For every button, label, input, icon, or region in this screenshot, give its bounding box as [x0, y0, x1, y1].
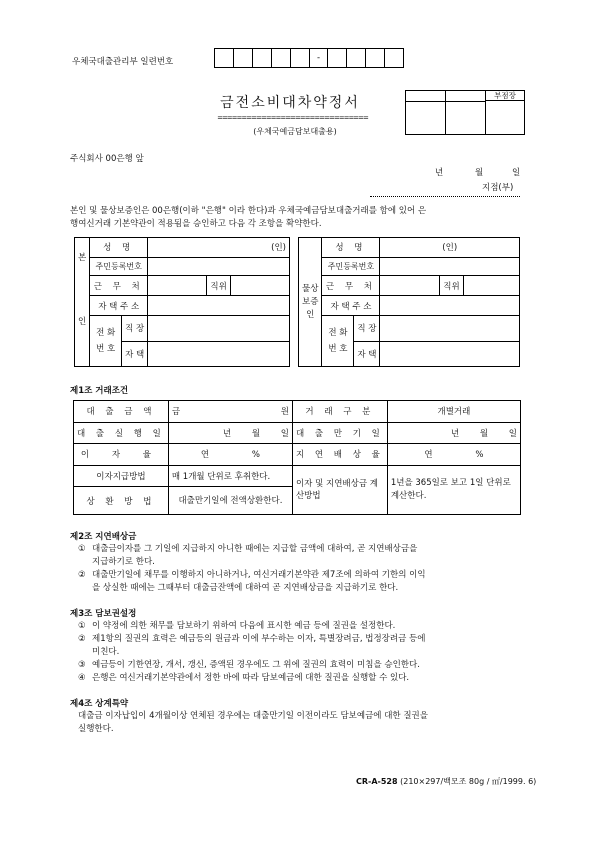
- serial-label: 우체국대출관리부 일련번호: [72, 57, 174, 67]
- art4-line: 대출금 이자납입이 4개월이상 연체된 경우에는 대출만기일 이전이라도 담보예금에 대한 질권을: [78, 711, 428, 721]
- art3-item-mark: ①: [78, 621, 86, 631]
- guarantor-phone-label-a: 전 화: [328, 328, 348, 339]
- document-title: 금전소비대차약정서: [220, 95, 360, 111]
- branch-underline: [370, 196, 520, 197]
- art3-item-mark: ③: [78, 660, 86, 670]
- pay-method-label: 이자지급방법: [74, 465, 169, 487]
- repay-method-value: 대출만기일에 전액상환한다.: [168, 487, 292, 515]
- date-year: 년: [435, 168, 444, 178]
- guarantor-reg-label: 주민등록번호: [322, 257, 380, 275]
- guarantor-home-phone[interactable]: [380, 341, 520, 366]
- principal-home-label: 자 택: [122, 341, 148, 366]
- serial-cell[interactable]: [272, 49, 291, 67]
- guarantor-name-label: 성 명: [322, 238, 380, 258]
- principal-reg-value[interactable]: [148, 257, 290, 275]
- intro-line: 행여신거래 기본약관이 적용됨을 승인하고 다음 각 조항을 확약한다.: [70, 219, 322, 229]
- principal-phone-label-b: 번 호: [96, 344, 116, 355]
- guarantor-address-label: 자 택 주 소: [322, 296, 380, 316]
- art3-title: 제3조 담보권설정: [70, 609, 137, 619]
- due-date-value[interactable]: 년 월 일: [387, 422, 520, 444]
- form-spec: (210×297/백모조 80g / ㎡/1999. 6): [400, 777, 537, 786]
- due-date-label: 대 출 만 기 일: [292, 422, 387, 444]
- principal-position-label: 직위: [207, 276, 230, 296]
- guarantor-side-label: 보증: [302, 296, 319, 307]
- principal-seal[interactable]: (인): [148, 238, 290, 258]
- late-rate-label: 지 연 배 상 율: [292, 444, 387, 466]
- serial-cell[interactable]: [366, 49, 385, 67]
- principal-office-label: 직 장: [122, 316, 148, 341]
- art2-item-mark: ②: [78, 570, 86, 580]
- principal-table: [74, 237, 290, 367]
- principal-office-phone[interactable]: [148, 316, 290, 341]
- serial-cell[interactable]: [385, 49, 403, 67]
- art2-item-line: 대출만기일에 채무를 이행하지 아니하거나, 여신거래기본약관 제7조에 의하여 기한의 이익: [92, 570, 426, 580]
- art2-item: [78, 569, 528, 595]
- art3-item-line: 예금등이 기한연장, 개서, 갱신, 증액된 경우에도 그 위에 질권의 효력이 미침을 승인한다.: [92, 660, 420, 670]
- addressee: 주식회사 00은행 앞: [70, 154, 144, 164]
- serial-number-boxes[interactable]: [214, 48, 404, 68]
- intro-line: 본인 및 물상보증인은 00은행(이하 "은행" 이라 한다)과 우체국예금담보대출거래를 함에 있어 은: [70, 206, 427, 216]
- serial-cell[interactable]: [347, 49, 366, 67]
- amount-value[interactable]: [168, 401, 292, 423]
- branch-label: 지점(부): [482, 183, 514, 193]
- guarantor-office-label: 직 장: [354, 316, 380, 341]
- calc-method-value: 1년을 365일로 보고 1일 단위로 계산한다.: [387, 465, 520, 514]
- art3-item: [78, 659, 528, 672]
- exec-date-label: 대 출 실 행 일: [74, 422, 169, 444]
- art3-item-mark: ②: [78, 634, 86, 644]
- principal-work-label: 근 무 처: [90, 276, 148, 296]
- art3-item-mark: ④: [78, 673, 86, 683]
- serial-cell[interactable]: [328, 49, 347, 67]
- principal-phone-label-a: 전 화: [96, 328, 116, 339]
- serial-cell[interactable]: [234, 49, 253, 67]
- art2-item-mark: ①: [78, 544, 86, 554]
- guarantor-seal[interactable]: (인): [380, 238, 520, 258]
- art1-title: 제1조 거래조건: [70, 386, 129, 396]
- repay-method-label: 상 환 방 법: [74, 487, 169, 515]
- principal-side-label-bottom: 인: [75, 276, 90, 367]
- title-rule: ===============================: [217, 114, 368, 122]
- seal-box-label: 부점장: [486, 91, 524, 101]
- date-month: 월: [475, 168, 484, 178]
- terms-table: [73, 400, 521, 515]
- art2-title: 제2조 지연배상금: [70, 532, 137, 542]
- art3-item-line: 이 약정에 의한 채무를 담보하기 위하여 다음에 표시한 예금 등에 질권을 설정한다.: [92, 621, 396, 631]
- pay-method-value: 매 1개월 단위로 후취한다.: [168, 465, 292, 487]
- serial-cell[interactable]: [253, 49, 272, 67]
- art3-item: [78, 633, 528, 659]
- serial-dash: -: [310, 49, 329, 67]
- rate-label: 이 자 율: [74, 444, 169, 466]
- principal-position-value[interactable]: [230, 276, 289, 296]
- art3-item-line: 미친다.: [92, 647, 120, 657]
- art3-item: [78, 672, 528, 685]
- amount-unit: 원: [280, 407, 289, 418]
- principal-side-label-top: 본: [75, 238, 90, 276]
- calc-method-label: 이자 및 지연배상금 계산방법: [292, 465, 387, 514]
- serial-cell[interactable]: [215, 49, 234, 67]
- late-rate-value[interactable]: 연 %: [387, 444, 520, 466]
- form-code: CR-A-528: [356, 777, 398, 786]
- principal-home-phone[interactable]: [148, 341, 290, 366]
- document-subtitle: (우체국예금담보대출용): [253, 127, 337, 136]
- art3-item: [78, 620, 528, 633]
- amount-prefix: 금: [171, 407, 181, 418]
- guarantor-table: [298, 237, 520, 367]
- art3-item-line: 제1항의 질권의 효력은 예금등의 원금과 이에 부수하는 이자, 특별장려금, 법정장려금 등에: [92, 634, 426, 644]
- guarantor-work-label: 근 무 처: [322, 276, 380, 296]
- art2-item: [78, 543, 528, 569]
- art4-title: 제4조 상계특약: [70, 699, 129, 709]
- principal-reg-label: 주민등록번호: [90, 257, 148, 275]
- guarantor-position-label: 직위: [440, 276, 463, 296]
- date-day: 일: [512, 168, 521, 178]
- principal-address-value[interactable]: [148, 296, 290, 316]
- art2-item-line: 대출금이자를 그 기일에 지급하지 아니한 때에는 지급할 금액에 대하여, 곧 지연배상금을: [92, 544, 418, 554]
- guarantor-address-value[interactable]: [380, 296, 520, 316]
- guarantor-side-label: 물상: [302, 283, 319, 294]
- art3-item-line: 은행은 여신거래기본약관에서 정한 바에 따라 담보예금에 대한 질권을 실행할 수 있다.: [92, 673, 410, 683]
- art2-item-line: 지급하기로 한다.: [92, 557, 155, 567]
- type-label: 거 래 구 분: [292, 401, 387, 423]
- type-value: 개별거래: [387, 401, 520, 423]
- approval-box: [405, 90, 525, 135]
- guarantor-phone-label-b: 번 호: [328, 344, 348, 355]
- guarantor-side-label: 인: [306, 309, 315, 320]
- exec-date-value[interactable]: 년 월 일: [168, 422, 292, 444]
- art4-line: 실행한다.: [78, 724, 114, 734]
- rate-value[interactable]: 연 %: [168, 444, 292, 466]
- principal-work-value[interactable]: [148, 276, 207, 296]
- guarantor-home-label: 자 택: [354, 341, 380, 366]
- principal-address-label: 자 택 주 소: [90, 296, 148, 316]
- guarantor-office-phone[interactable]: [380, 316, 520, 341]
- amount-label: 대 출 금 액: [74, 401, 169, 423]
- serial-cell[interactable]: [291, 49, 310, 67]
- guarantor-reg-value[interactable]: [380, 257, 520, 275]
- guarantor-work-value[interactable]: [380, 276, 440, 296]
- art2-item-line: 을 상실한 때에는 그때부터 대출금잔액에 대하여 곧 지연배상금을 지급하기로 한다.: [92, 583, 399, 593]
- principal-name-label: 성 명: [90, 238, 148, 258]
- guarantor-position-value[interactable]: [463, 276, 519, 296]
